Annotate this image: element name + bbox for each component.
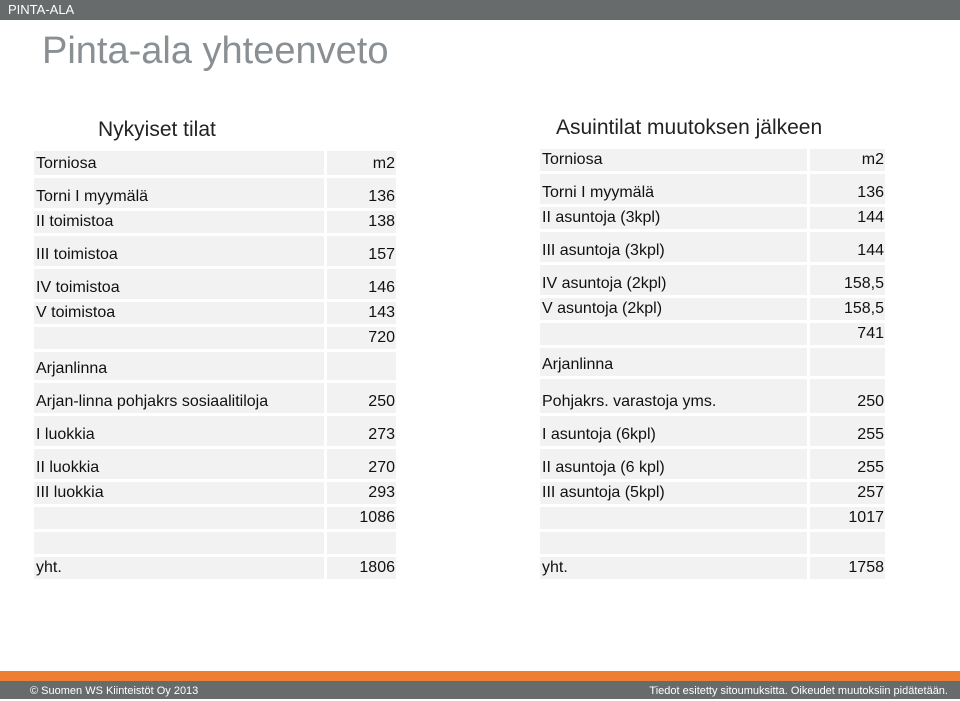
row-label: II luokkia xyxy=(34,449,324,479)
section-label: PINTA-ALA xyxy=(8,2,75,17)
footer-copyright: © Suomen WS Kiinteistöt Oy 2013 xyxy=(30,685,199,697)
table-row xyxy=(34,269,396,299)
top-bar xyxy=(0,0,960,20)
footer-stripe xyxy=(0,671,960,681)
table-row xyxy=(540,416,885,446)
row-value: 1086 xyxy=(324,507,396,529)
row-value xyxy=(807,532,885,554)
table-row xyxy=(34,557,396,579)
current-spaces-panel xyxy=(34,112,396,582)
row-label xyxy=(540,507,807,529)
row-value: 138 xyxy=(324,211,396,233)
row-value: 144 xyxy=(807,232,885,262)
row-label xyxy=(34,507,324,529)
after-change-panel xyxy=(540,112,885,582)
table-row xyxy=(34,151,396,175)
page-title: Pinta-ala yhteenveto xyxy=(42,30,389,72)
table-row xyxy=(34,532,396,554)
row-value: 250 xyxy=(324,383,396,413)
row-label: Torni I myymälä xyxy=(34,178,324,208)
row-label: II asuntoja (3kpl) xyxy=(540,207,807,229)
row-label: V asuntoja (2kpl) xyxy=(540,298,807,320)
table-row xyxy=(34,178,396,208)
table-row xyxy=(540,149,885,171)
row-label: Arjanlinna xyxy=(34,352,324,380)
table-row xyxy=(34,352,396,380)
row-value: 158,5 xyxy=(807,265,885,295)
row-value: 257 xyxy=(807,482,885,504)
row-label: yht. xyxy=(34,557,324,579)
row-value: 1806 xyxy=(324,557,396,579)
table-row xyxy=(34,449,396,479)
row-value xyxy=(324,532,396,554)
row-label: IV toimistoa xyxy=(34,269,324,299)
table-row xyxy=(540,174,885,204)
row-label: Arjanlinna xyxy=(540,348,807,376)
row-value: 741 xyxy=(807,323,885,345)
row-value: 144 xyxy=(807,207,885,229)
row-label: Torni I myymälä xyxy=(540,174,807,204)
row-value: m2 xyxy=(324,151,396,175)
table-row xyxy=(540,507,885,529)
row-value: 1758 xyxy=(807,557,885,579)
row-value: 158,5 xyxy=(807,298,885,320)
row-label: III asuntoja (3kpl) xyxy=(540,232,807,262)
table-row xyxy=(540,207,885,229)
row-label xyxy=(34,532,324,554)
row-value: 255 xyxy=(807,449,885,479)
row-value: 143 xyxy=(324,302,396,324)
row-value: 270 xyxy=(324,449,396,479)
row-value: 720 xyxy=(324,327,396,349)
row-label: Arjan-linna pohjakrs sosiaalitiloja xyxy=(34,383,324,413)
table-row xyxy=(34,383,396,413)
row-value xyxy=(807,348,885,376)
table-row xyxy=(34,211,396,233)
row-value: 273 xyxy=(324,416,396,446)
table-row xyxy=(34,416,396,446)
after-change-table xyxy=(540,146,885,582)
table-row xyxy=(540,532,885,554)
row-value: 250 xyxy=(807,379,885,413)
table-row xyxy=(540,323,885,345)
table-row xyxy=(540,298,885,320)
row-label: I luokkia xyxy=(34,416,324,446)
table-row xyxy=(540,482,885,504)
current-spaces-heading: Nykyiset tilat xyxy=(98,118,216,141)
row-label: Pohjakrs. varastoja yms. xyxy=(540,379,807,413)
row-value xyxy=(324,352,396,380)
table-row xyxy=(540,449,885,479)
row-label: III toimistoa xyxy=(34,236,324,266)
footer-disclaimer: Tiedot esitetty sitoumuksitta. Oikeudet muutoksiin pidätetään. xyxy=(649,685,948,697)
row-value: 146 xyxy=(324,269,396,299)
table-row xyxy=(540,265,885,295)
row-label: Torniosa xyxy=(34,151,324,175)
table-row xyxy=(540,379,885,413)
table-row xyxy=(540,232,885,262)
row-label: II toimistoa xyxy=(34,211,324,233)
after-change-heading: Asuintilat muutoksen jälkeen xyxy=(556,116,823,139)
row-label xyxy=(34,327,324,349)
row-value: 1017 xyxy=(807,507,885,529)
row-label: Torniosa xyxy=(540,149,807,171)
row-value: 136 xyxy=(324,178,396,208)
table-row xyxy=(34,482,396,504)
row-value: 136 xyxy=(807,174,885,204)
table-row xyxy=(34,236,396,266)
current-spaces-table xyxy=(34,148,396,582)
table-row xyxy=(34,507,396,529)
footer xyxy=(0,681,960,699)
row-label xyxy=(540,532,807,554)
row-value: 293 xyxy=(324,482,396,504)
row-label: III luokkia xyxy=(34,482,324,504)
row-value: 255 xyxy=(807,416,885,446)
row-label: IV asuntoja (2kpl) xyxy=(540,265,807,295)
row-label: I asuntoja (6kpl) xyxy=(540,416,807,446)
row-label: II asuntoja (6 kpl) xyxy=(540,449,807,479)
row-label: V toimistoa xyxy=(34,302,324,324)
table-row xyxy=(540,557,885,579)
table-row xyxy=(34,327,396,349)
row-value: 157 xyxy=(324,236,396,266)
row-label xyxy=(540,323,807,345)
row-label: III asuntoja (5kpl) xyxy=(540,482,807,504)
row-label: yht. xyxy=(540,557,807,579)
table-row xyxy=(540,348,885,376)
row-value: m2 xyxy=(807,149,885,171)
table-row xyxy=(34,302,396,324)
